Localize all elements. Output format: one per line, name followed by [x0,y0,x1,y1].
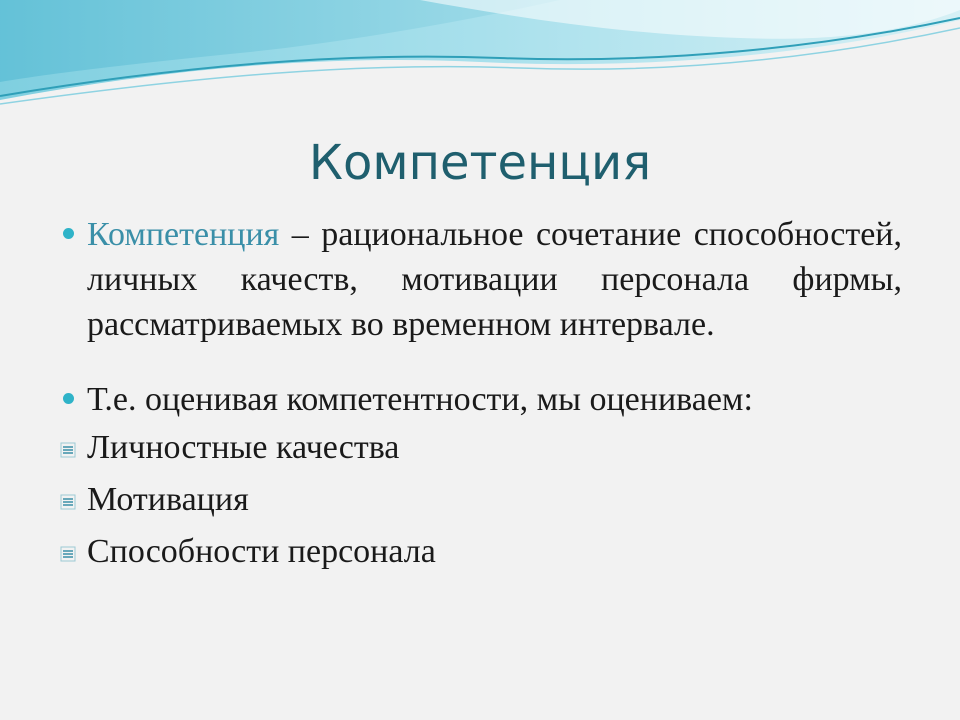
bullet-dot-icon [63,228,74,239]
sub-item-label: Мотивация [87,481,249,518]
bullet-definition [60,212,902,347]
slide-title: Компетенция [308,135,652,191]
sub-item-label: Способности персонала [87,533,436,570]
sub-item-personal-qualities [60,422,902,474]
lines-bullet-icon [60,494,76,510]
header-wave-decoration [0,0,960,120]
lines-bullet-icon [60,546,76,562]
sub-item-label: Личностные качества [87,429,400,466]
lines-bullet-icon [60,442,76,458]
slide-content [60,212,902,578]
definition-text: – рациональное сочетание способностей, личных качеств, мотивации персонала фирмы, рассматриваемых во временном интервале. [87,216,902,343]
evaluation-text: Т.е. оценивая компетентности, мы оцениваем: [87,381,753,418]
sub-item-motivation [60,474,902,526]
bullet-dot-icon [63,393,74,404]
sub-item-personnel-abilities [60,526,902,578]
definition-term: Компетенция [87,216,280,253]
bullet-evaluation [60,377,902,422]
